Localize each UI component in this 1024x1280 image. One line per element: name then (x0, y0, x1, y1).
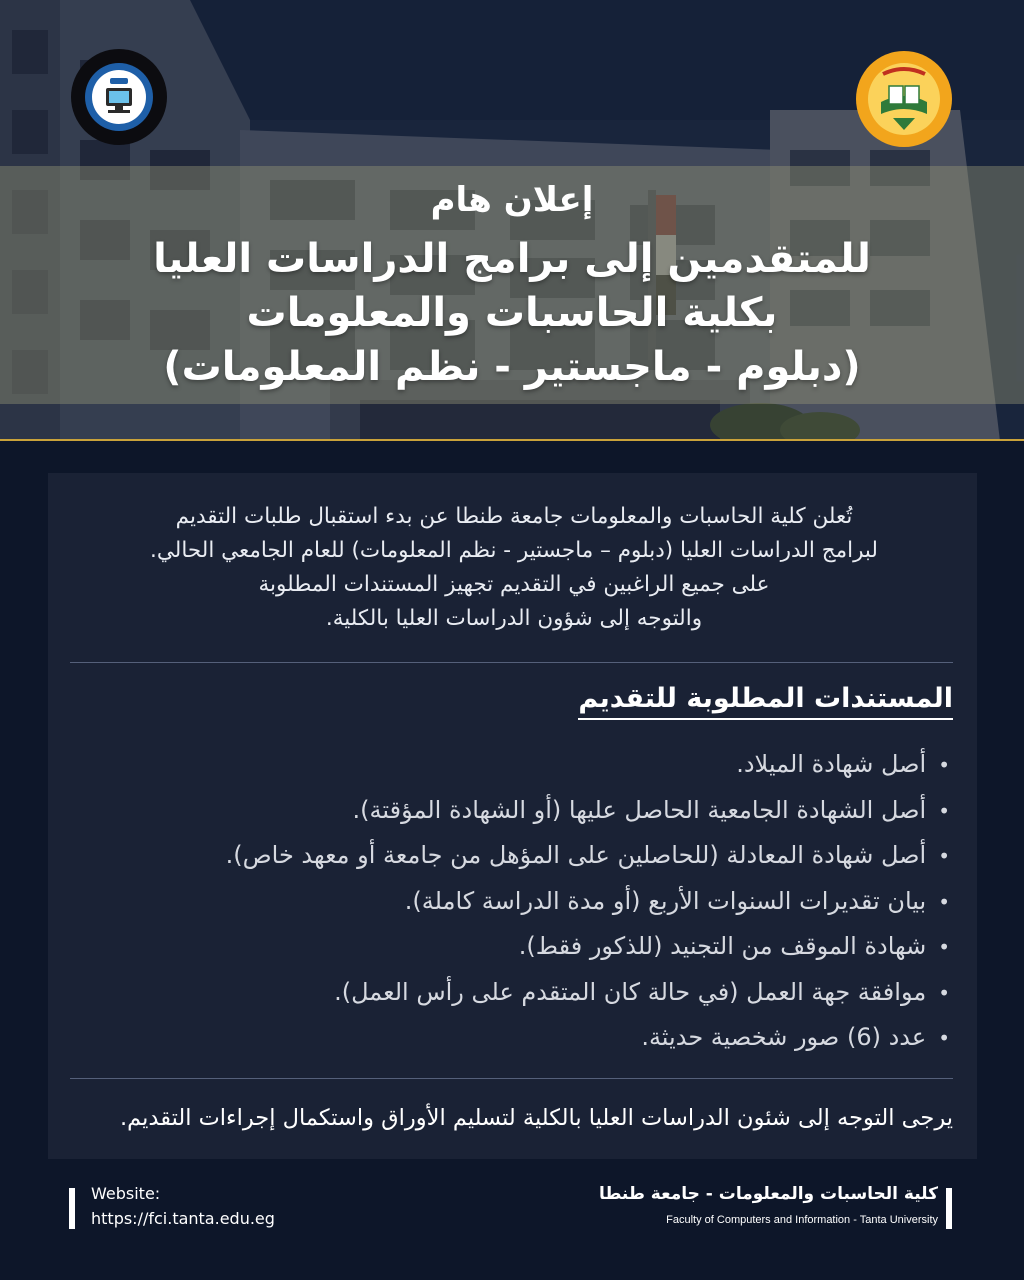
headline-line-3: (دبلوم - ماجستير - نظم المعلومات) (163, 344, 861, 390)
bullet-icon: • (938, 980, 950, 1005)
list-item (90, 924, 950, 970)
section-divider (70, 1078, 953, 1079)
tanta-university-logo-icon (855, 50, 953, 148)
intro-line: لبرامج الدراسات العليا (دبلوم – ماجستير - نظم المعلومات) للعام الجامعي الحالي. (150, 538, 878, 563)
list-item-text: عدد (6) صور شخصية حديثة. (641, 1023, 927, 1051)
intro-line: تُعلن كلية الحاسبات والمعلومات جامعة طنطا عن بدء استقبال طلبات التقديم (175, 504, 853, 529)
bullet-icon: • (938, 798, 950, 823)
list-item (90, 833, 950, 879)
list-item-text: أصل الشهادة الجامعية الحاصل عليها (أو الشهادة المؤقتة). (352, 795, 927, 824)
list-item-text: بيان تقديرات السنوات الأربع (أو مدة الدراسة كاملة). (404, 886, 927, 915)
headline-line-2: بكلية الحاسبات والمعلومات (246, 290, 778, 336)
list-item (90, 788, 950, 834)
list-item (90, 970, 950, 1016)
hero-banner (0, 0, 1024, 441)
list-item-text: أصل شهادة المعادلة (للحاصلين على المؤهل من جامعة أو معهد خاص). (225, 841, 927, 869)
headline-line-1: للمتقدمين إلى برامج الدراسات العليا (153, 236, 871, 282)
list-item-text: أصل شهادة الميلاد. (736, 750, 927, 778)
documents-title: المستندات المطلوبة للتقديم (578, 683, 953, 720)
bullet-icon: • (938, 753, 950, 777)
faculty-name-english: Faculty of Computers and Information - Tanta University (666, 1214, 938, 1226)
footer-accent-bar (69, 1188, 75, 1229)
announcement-kicker: إعلان هام (430, 180, 594, 220)
gold-divider (0, 439, 1024, 441)
list-item (90, 1015, 950, 1061)
footer-accent-bar (946, 1188, 952, 1229)
bullet-icon: • (938, 889, 950, 914)
website-label: Website: (91, 1184, 161, 1203)
intro-line: على جميع الراغبين في التقديم تجهيز المستندات المطلوبة (258, 572, 770, 597)
list-item (90, 742, 950, 788)
intro-paragraph (70, 500, 958, 636)
closing-note: يرجى التوجه إلى شئون الدراسات العليا بالكلية لتسليم الأوراق واستكمال إجراءات التقديم. (120, 1105, 953, 1131)
website-link[interactable]: https://fci.tanta.edu.eg (91, 1209, 275, 1228)
documents-list (90, 742, 950, 1061)
section-divider (70, 662, 953, 663)
faculty-name-arabic: كلية الحاسبات والمعلومات - جامعة طنطا (598, 1184, 938, 1204)
bullet-icon: • (938, 935, 950, 959)
list-item-text: شهادة الموقف من التجنيد (للذكور فقط). (518, 932, 927, 960)
bullet-icon: • (938, 1026, 950, 1050)
intro-line: والتوجه إلى شؤون الدراسات العليا بالكلية. (325, 606, 703, 631)
faculty-logo-icon (70, 48, 168, 146)
list-item-text: موافقة جهة العمل (في حالة كان المتقدم على رأس العمل). (334, 977, 927, 1006)
list-item (90, 879, 950, 925)
bullet-icon: • (938, 844, 950, 868)
